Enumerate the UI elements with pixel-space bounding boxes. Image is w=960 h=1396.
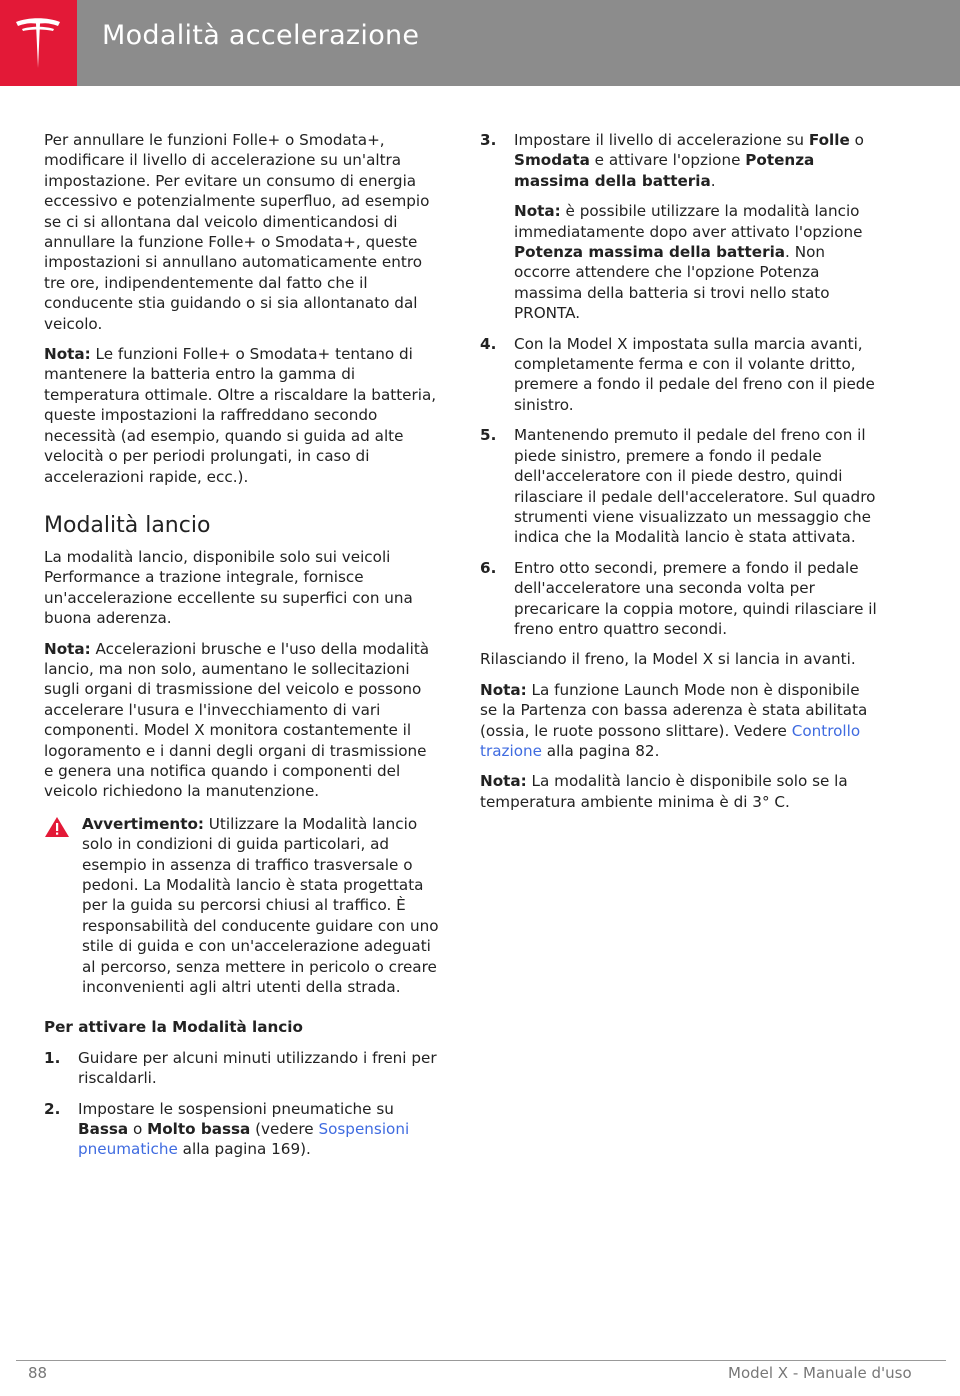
note (514, 201, 880, 323)
left-column (44, 130, 439, 1170)
note-text: alla pagina 82. (541, 741, 660, 760)
steps-list (480, 130, 880, 639)
step-number: 1. (44, 1048, 61, 1067)
warning-label: Avvertimento: (82, 814, 204, 833)
option-bassa: Bassa (78, 1120, 129, 1139)
note-text: La funzione Launch Mode non è disponibile se la Partenza con bassa aderenza è stata abilitata (ossia, le ruote possono slittare). Vedere (480, 680, 868, 740)
paragraph: Per annullare le funzioni Folle+ o Smodata+, modificare il livello di accelerazione su un'altra impostazione. Per evitare un consumo di energia eccessivo e potenzialmente superfluo, ad esempio se ci si allontana dal veicolo dimenticandosi di annullare la funzione Folle+ o Smodata+, queste impostazioni si annullano automaticamente entro tre ore, indipendentemente dal fatto che il conducente stia guidando o si sia allontanato dal veicolo. (44, 131, 430, 333)
step-number: 4. (480, 334, 497, 353)
step-text: Con la Model X impostata sulla marcia avanti, completamente ferma e con il volante dritto, premere a fondo il pedale del freno con il piede sinistro. (514, 334, 875, 414)
warning-box (44, 814, 439, 998)
note (44, 344, 439, 487)
note-label: Nota: (44, 639, 91, 658)
warning-icon (44, 816, 70, 838)
subheading: Per attivare la Modalità lancio (44, 1018, 303, 1037)
step-number: 2. (44, 1099, 61, 1118)
step-number: 6. (480, 558, 497, 577)
note (480, 680, 880, 762)
tesla-logo-icon (14, 16, 62, 70)
footer-divider (16, 1360, 946, 1361)
option-potenza: Potenza massima della batteria (514, 151, 815, 190)
note (480, 771, 880, 812)
note-text: Accelerazioni brusche e l'uso della modalità lancio, ma non solo, aumentano le sollecitazioni sugli organi di trasmissione del veicolo e possono accelerare l'usura e l'invecchiamento di vari componenti. Model X monitora costantemente il logoramento e i danni degli organi di trasmissione e genera una notifica quando i componenti del veicolo richiedono la manutenzione. (44, 639, 430, 801)
note-label: Nota: (44, 345, 91, 364)
section-title: Modalità lancio (44, 512, 211, 538)
step-text: (vedere (250, 1120, 319, 1139)
list-item (480, 558, 880, 640)
warning-text: Utilizzare la Modalità lancio solo in condizioni di guida particolari, ad esempio in assenza di traffico trasversale o pedoni. La Modalità lancio è stata progettata per la guida su percorsi chiusi al traffico. È responsabilità del conducente guidare con uno stile di guida e con un'accelerazione adeguati al percorso, senza mettere in pericolo o creare inconvenienti agli altri utenti della strada. (82, 814, 439, 997)
right-column (480, 130, 880, 822)
step-text: Entro otto secondi, premere a fondo il pedale dell'acceleratore una seconda volta per precaricare la coppia motore, quindi rilasciare il freno entro quattro secondi. (514, 558, 877, 638)
list-item (480, 130, 880, 324)
page-title: Modalità accelerazione (102, 20, 420, 51)
step-text: Guidare per alcuni minuti utilizzando i freni per riscaldarli. (78, 1048, 437, 1088)
paragraph: La modalità lancio, disponibile solo sui veicoli Performance a trazione integrale, fornisce un'accelerazione eccellente su superfici con una buona aderenza. (44, 547, 413, 628)
link-controllo-trazione[interactable]: Controllo trazione (480, 721, 861, 760)
list-item (44, 1099, 439, 1160)
option-molto-bassa: Molto bassa (147, 1120, 251, 1139)
link-sospensioni[interactable]: Sospensioni pneumatiche (78, 1120, 410, 1159)
note-text: Le funzioni Folle+ o Smodata+ tentano di mantenere la batteria entro la gamma di temperatura ottimale. Oltre a riscaldare la batteria, queste impostazioni la raffreddano secondo necessità (ad esempio, quando si guida ad alte velocità o per periodi prolungati, in caso di accelerazioni rapide, ecc.). (44, 345, 437, 486)
option-potenza: Potenza massima della batteria (514, 243, 786, 262)
note-text: . Non occorre attendere che l'opzione Potenza massima della batteria si trovi nello stato PRONTA. (514, 243, 830, 323)
step-text: Mantenendo premuto il pedale del freno con il piede sinistro, premere a fondo il pedale dell'acceleratore con il piede destro, quindi rilasciare il pedale dell'acceleratore. Sul quadro strumenti viene visualizzato un messaggio che indica che la Modalità lancio è stata attivata. (514, 426, 876, 547)
manual-title: Model X - Manuale d'uso (728, 1364, 912, 1382)
step-number: 5. (480, 426, 497, 445)
option-smodata: Smodata (514, 151, 590, 170)
list-item (44, 1048, 439, 1089)
step-number: 3. (480, 131, 497, 149)
note-label: Nota: (480, 772, 527, 791)
step-text: e attivare l'opzione (589, 151, 746, 170)
option-folle: Folle (808, 131, 850, 149)
step-text: Impostare il livello di accelerazione su (514, 131, 809, 149)
step-text: Impostare le sospensioni pneumatiche su (78, 1099, 394, 1118)
paragraph: Rilasciando il freno, la Model X si lancia in avanti. (480, 650, 856, 669)
note-label: Nota: (480, 680, 527, 699)
page-header (0, 0, 960, 86)
page-number: 88 (28, 1364, 48, 1382)
step-text: alla pagina 169). (177, 1140, 311, 1159)
list-item (480, 334, 880, 416)
note-label: Nota: (514, 202, 561, 221)
step-text: . (710, 171, 716, 190)
tesla-logo (0, 0, 77, 86)
step-text: o (128, 1120, 148, 1139)
steps-list (44, 1048, 439, 1160)
list-item (480, 425, 880, 547)
note (44, 639, 439, 802)
note-text: La modalità lancio è disponibile solo se la temperatura ambiente minima è di 3° C. (480, 772, 848, 811)
step-text: o (849, 131, 864, 149)
note-text: è possibile utilizzare la modalità lancio immediatamente dopo aver attivato l'opzione (514, 202, 863, 241)
